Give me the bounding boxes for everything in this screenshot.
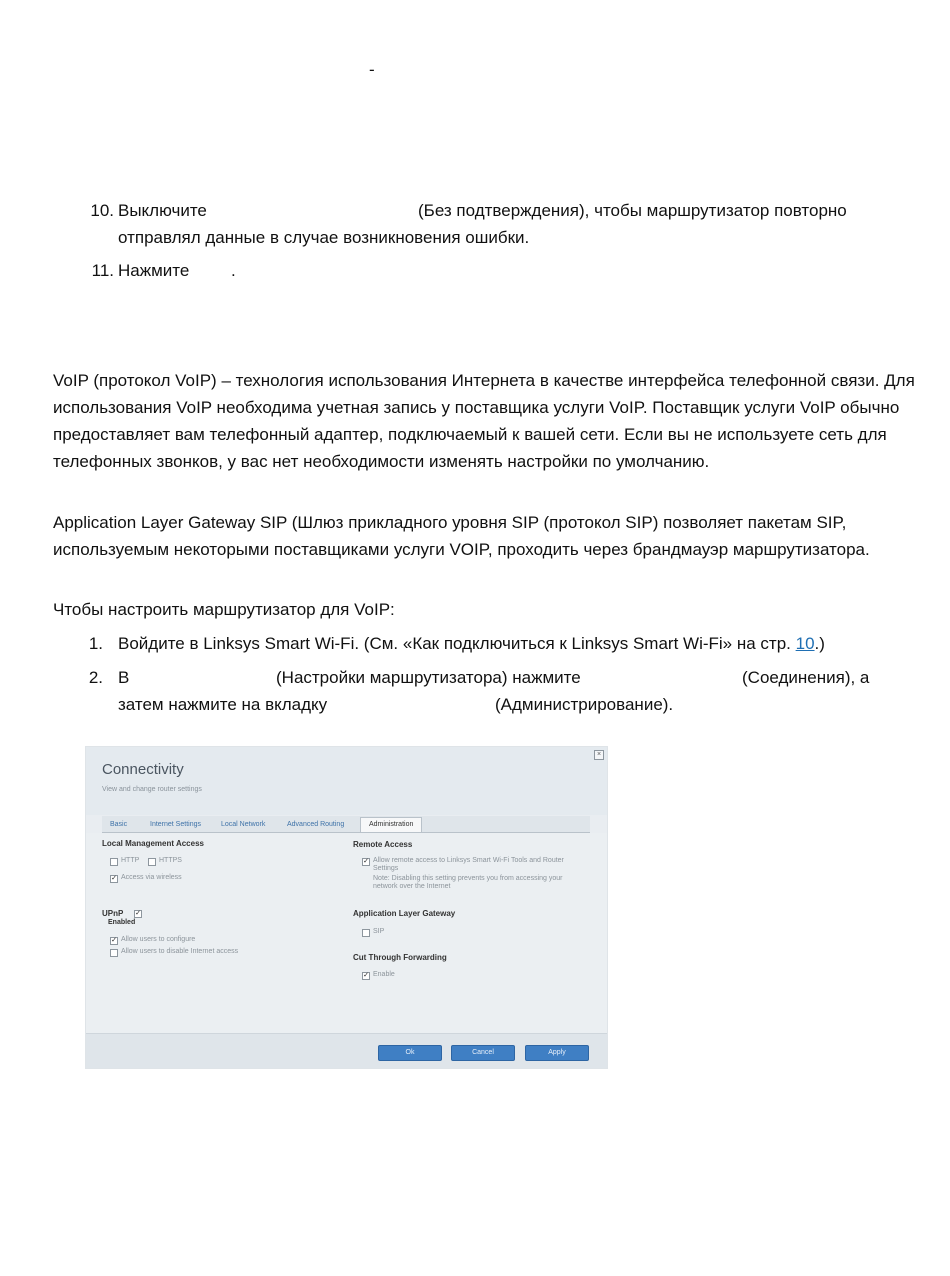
upnp-enabled-label: Enabled: [108, 919, 136, 926]
step-10-number: 10.: [90, 201, 114, 220]
tab-bar: [102, 816, 590, 833]
list-item-2-start: В: [118, 668, 130, 687]
remote-access-checkbox[interactable]: ✓: [363, 858, 369, 865]
cancel-button[interactable]: Cancel: [451, 1045, 515, 1061]
list-item-2-mid1: (Настройки маршрутизатора) нажмите: [276, 668, 581, 687]
allow-disable-checkbox[interactable]: [110, 949, 118, 957]
list-item-1-text: Войдите в Linksys Smart Wi-Fi. (См. «Как подключиться к Linksys Smart Wi-Fi» на стр.: [118, 634, 796, 653]
http-label: HTTP: [121, 857, 140, 864]
alg-sip-paragraph: Application Layer Gateway SIP (Шлюз прикладного уровня SIP (протокол SIP) позволяет пакетам SIP, используемым некоторыми поставщиками услуги VOIP, проходить через брандмауэр маршрутизатора.: [53, 513, 870, 559]
list-item-1: [118, 630, 825, 657]
voip-intro-paragraph: VoIP (протокол VoIP) – технология использования Интернета в качестве интерфейса телефонной связи. Для использования VoIP необходима учетная запись у поставщика услуги VoIP. Поставщик услуги VoIP обычно предоставляет вам телефонный адаптер, подключаемый к вашей сети. Если вы не используете сеть для телефонных звонков, у вас нет необходимости изменять настройки по умолчанию.: [53, 371, 915, 471]
http-checkbox[interactable]: [110, 858, 118, 866]
list-item-1-number: 1.: [88, 634, 103, 653]
alg-title: Application Layer Gateway: [353, 909, 456, 918]
list-item-2-mid2: (Соединения), а: [742, 668, 870, 687]
allow-configure-checkbox[interactable]: ✓: [111, 937, 117, 944]
upnp-title: UPnP: [102, 909, 124, 918]
tab-local-network[interactable]: Local Network: [221, 821, 266, 828]
ok-button[interactable]: Ok: [378, 1045, 442, 1061]
access-wireless-label: Access via wireless: [121, 874, 182, 881]
allow-configure-label: Allow users to configure: [121, 936, 196, 943]
list-item-1-end: .): [814, 634, 825, 653]
remote-access-title: Remote Access: [353, 840, 413, 849]
connectivity-screenshot: [85, 746, 608, 1069]
settings-panel: [86, 833, 607, 1033]
screenshot-subtitle: View and change router settings: [102, 786, 202, 793]
sip-label: SIP: [373, 928, 385, 935]
local-management-title: Local Management Access: [102, 839, 204, 848]
remote-access-label: Allow remote access to Linksys Smart Wi-Fi Tools and Router Settings: [373, 857, 564, 872]
stray-dash: -: [369, 60, 375, 79]
remote-access-note: Note: Disabling this setting prevents you from accessing your network over the Internet: [373, 875, 563, 890]
ctf-checkbox[interactable]: ✓: [363, 972, 369, 979]
step-10-line2: отправлял данные в случае возникновения ошибки.: [118, 228, 530, 247]
step-10-text-end: (Без подтверждения), чтобы маршрутизатор повторно: [418, 201, 847, 220]
ctf-label: Enable: [373, 971, 395, 978]
https-checkbox[interactable]: [148, 858, 156, 866]
list-item-2-line2-end: (Администрирование).: [495, 695, 674, 714]
sip-checkbox[interactable]: [362, 929, 370, 937]
list-item-2-line2-start: затем нажмите на вкладку: [118, 695, 328, 714]
https-label: HTTPS: [159, 857, 182, 864]
tab-advanced-routing[interactable]: Advanced Routing: [287, 821, 345, 828]
step-11-end: .: [231, 261, 236, 280]
allow-disable-label: Allow users to disable Internet access: [121, 948, 239, 955]
voip-setup-heading: Чтобы настроить маршрутизатор для VoIP:: [53, 600, 395, 619]
page-link[interactable]: 10: [795, 634, 815, 653]
list-item-2-number: 2.: [88, 668, 103, 687]
tab-administration[interactable]: Administration: [360, 817, 422, 832]
step-11-text: Нажмите: [118, 261, 190, 280]
upnp-checkbox[interactable]: ✓: [135, 910, 141, 917]
close-icon[interactable]: ×: [594, 750, 604, 760]
tab-basic[interactable]: Basic: [110, 821, 128, 828]
step-11-number: 11.: [91, 261, 114, 280]
access-wireless-checkbox[interactable]: ✓: [111, 875, 117, 882]
apply-button[interactable]: Apply: [525, 1045, 589, 1061]
screenshot-title: Connectivity: [102, 761, 184, 778]
screenshot-header: [86, 747, 607, 815]
step-10-text-start: Выключите: [118, 201, 207, 220]
button-bar: [86, 1033, 607, 1069]
tab-internet-settings[interactable]: Internet Settings: [150, 821, 201, 828]
ctf-title: Cut Through Forwarding: [353, 953, 447, 962]
